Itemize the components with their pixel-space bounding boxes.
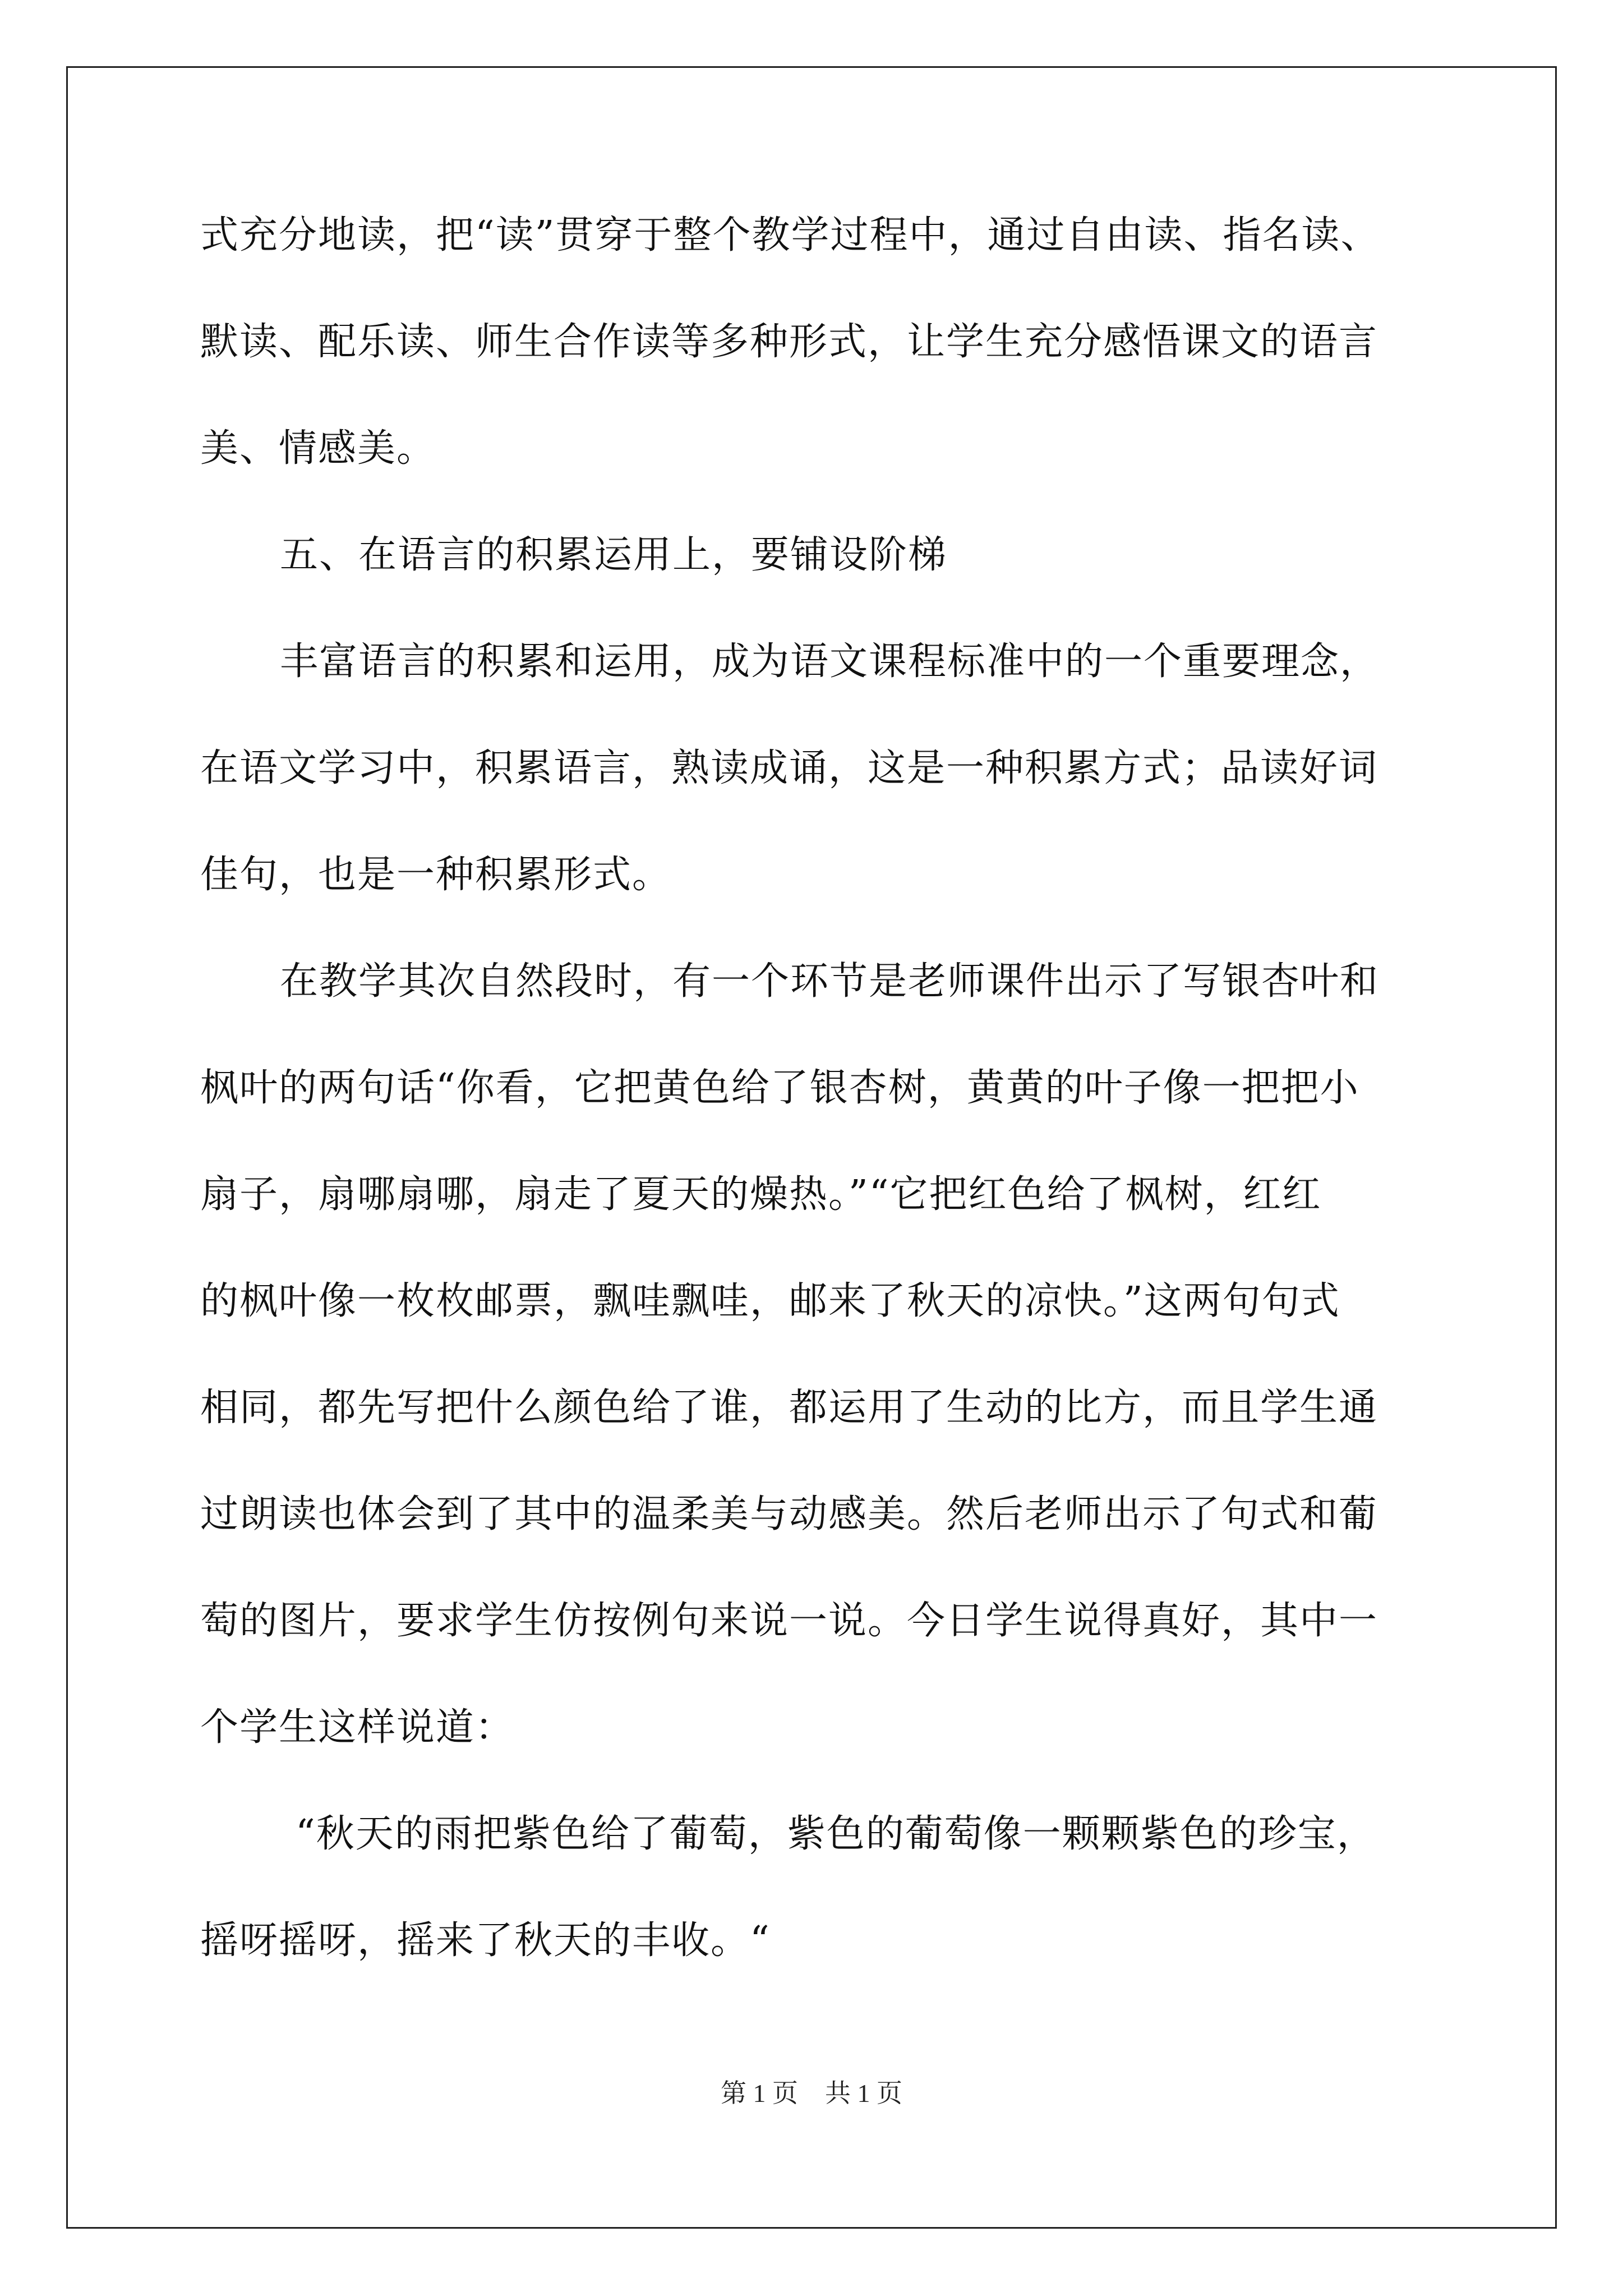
text-line: 在语文学习中，积累语言，熟读成诵，这是一种积累方式；品读好词 — [200, 746, 1378, 790]
text-line: 默读、配乐读、师生合作读等多种形式，让学生充分感悟课文的语言 — [200, 320, 1378, 364]
quote-line: “秋天的雨把紫色给了葡萄，紫色的葡萄像一颗颗紫色的珍宝， — [296, 1812, 1376, 1856]
page-border — [66, 66, 1557, 2229]
quote-line: 摇呀摇呀，摇来了秋天的丰收。“ — [200, 1918, 771, 1963]
text-line: 美、情感美。 — [200, 426, 436, 471]
text-line: 相同，都先写把什么颜色给了谁，都运用了生动的比方，而且学生通 — [200, 1386, 1378, 1430]
text-line: 在教学其次自然段时，有一个环节是老师课件出示了写银杏叶和 — [280, 959, 1380, 1004]
text-line: 式充分地读，把“读”贯穿于整个教学过程中，通过自由读、指名读、 — [200, 213, 1380, 257]
text-line: 的枫叶像一枚枚邮票，飘哇飘哇，邮来了秋天的凉快。”这两句句式 — [200, 1279, 1340, 1323]
section-heading: 五、在语言的积累运用上，要铺设阶梯 — [280, 533, 948, 577]
text-line: 个学生这样说道： — [200, 1705, 515, 1750]
text-line: 过朗读也体会到了其中的温柔美与动感美。然后老师出示了句式和葡 — [200, 1492, 1378, 1536]
text-line: 萄的图片，要求学生仿按例句来说一说。今日学生说得真好，其中一 — [200, 1599, 1378, 1643]
page-number: 第 1 页 — [721, 2079, 798, 2108]
text-line: 枫叶的两句话“你看，它把黄色给了银杏树，黄黄的叶子像一把把小 — [200, 1066, 1359, 1110]
text-line: 佳句，也是一种积累形式。 — [200, 853, 672, 897]
text-line: 丰富语言的积累和运用，成为语文课程标准中的一个重要理念， — [280, 639, 1380, 684]
page-footer — [0, 2077, 1623, 2110]
text-line: 扇子，扇哪扇哪，扇走了夏天的燥热。”“它把红色给了枫树，红红 — [200, 1172, 1322, 1217]
page-total: 共 1 页 — [825, 2079, 902, 2108]
